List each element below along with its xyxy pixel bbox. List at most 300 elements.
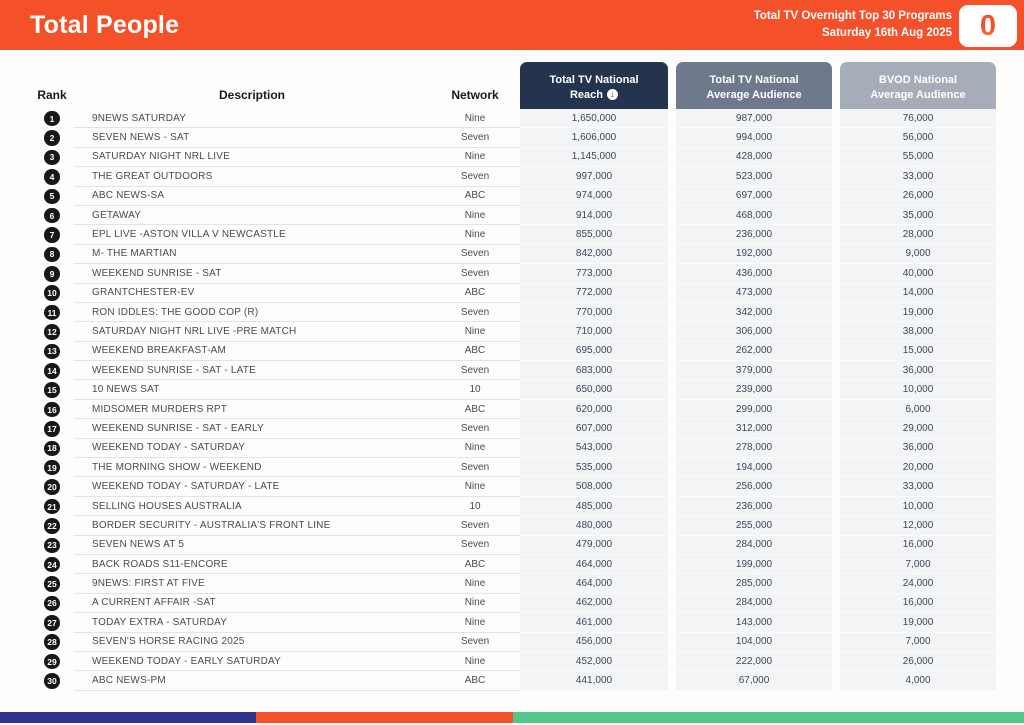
column-gap (668, 187, 676, 206)
table-row (30, 671, 996, 690)
rank-cell (30, 439, 74, 458)
network-cell: ABC (430, 400, 520, 419)
table-row (30, 439, 996, 458)
network-cell: Nine (430, 439, 520, 458)
description-cell: TODAY EXTRA - SATURDAY (74, 613, 430, 632)
rank-badge: 30 (44, 673, 60, 689)
total-tv-average-audience-cell: 236,000 (676, 497, 832, 516)
rank-cell (30, 264, 74, 283)
network-cell: ABC (430, 671, 520, 690)
column-header-total-tv-reach: Total TV National Reach ↓ (520, 62, 668, 109)
column-gap (832, 458, 840, 477)
bvod-average-audience-cell: 35,000 (840, 206, 996, 225)
table-row (30, 400, 996, 419)
column-gap (668, 671, 676, 690)
column-gap (668, 245, 676, 264)
rank-badge: 24 (44, 557, 60, 573)
description-cell: WEEKEND SUNRISE - SAT (74, 264, 430, 283)
column-gap (832, 671, 840, 690)
rank-badge: 13 (44, 344, 60, 360)
column-gap (668, 128, 676, 147)
description-cell: 9NEWS SATURDAY (74, 109, 430, 128)
column-gap (832, 594, 840, 613)
rank-badge: 10 (44, 285, 60, 301)
bvod-average-audience-cell: 16,000 (840, 594, 996, 613)
report-subtitle-line1: Total TV Overnight Top 30 Programs (753, 10, 952, 22)
total-tv-average-audience-cell: 143,000 (676, 613, 832, 632)
network-cell: 10 (430, 380, 520, 399)
description-cell: A CURRENT AFFAIR -SAT (74, 594, 430, 613)
network-cell: ABC (430, 284, 520, 303)
total-tv-reach-cell: 535,000 (520, 458, 668, 477)
total-tv-reach-cell: 650,000 (520, 380, 668, 399)
network-cell: Seven (430, 536, 520, 555)
total-tv-reach-cell: 842,000 (520, 245, 668, 264)
rank-cell (30, 109, 74, 128)
rank-cell (30, 574, 74, 593)
table-row (30, 206, 996, 225)
column-gap (832, 555, 840, 574)
column-gap (832, 361, 840, 380)
rank-cell (30, 167, 74, 186)
description-cell: MIDSOMER MURDERS RPT (74, 400, 430, 419)
total-tv-reach-cell: 710,000 (520, 322, 668, 341)
network-cell: Seven (430, 264, 520, 283)
bvod-average-audience-cell: 16,000 (840, 536, 996, 555)
column-gap (668, 148, 676, 167)
bvod-average-audience-cell: 55,000 (840, 148, 996, 167)
total-tv-reach-cell: 441,000 (520, 671, 668, 690)
bvod-average-audience-cell: 36,000 (840, 361, 996, 380)
description-cell: SATURDAY NIGHT NRL LIVE -PRE MATCH (74, 322, 430, 341)
total-tv-average-audience-cell: 262,000 (676, 342, 832, 361)
column-gap (832, 148, 840, 167)
total-tv-reach-cell: 1,145,000 (520, 148, 668, 167)
total-tv-average-audience-cell: 239,000 (676, 380, 832, 399)
network-cell: Seven (430, 419, 520, 438)
description-cell: SEVEN'S HORSE RACING 2025 (74, 633, 430, 652)
total-tv-reach-cell: 1,606,000 (520, 128, 668, 147)
column-gap (668, 477, 676, 496)
rank-badge: 2 (44, 130, 60, 146)
column-gap (668, 400, 676, 419)
description-cell: ABC NEWS-PM (74, 671, 430, 690)
total-tv-average-audience-cell: 67,000 (676, 671, 832, 690)
network-cell: Nine (430, 574, 520, 593)
footer-bar-orange-segment (256, 712, 513, 723)
rank-cell (30, 322, 74, 341)
rank-badge: 17 (44, 421, 60, 437)
network-cell: Nine (430, 206, 520, 225)
rank-cell (30, 225, 74, 244)
column-gap (668, 264, 676, 283)
rank-badge: 16 (44, 402, 60, 418)
total-tv-average-audience-cell: 428,000 (676, 148, 832, 167)
table-row (30, 555, 996, 574)
column-gap (668, 342, 676, 361)
table-row (30, 245, 996, 264)
rank-badge: 5 (44, 189, 60, 205)
column-gap (668, 361, 676, 380)
column-gap (832, 652, 840, 671)
bvod-average-audience-cell: 38,000 (840, 322, 996, 341)
rank-badge: 21 (44, 499, 60, 515)
column-gap (832, 497, 840, 516)
page-title: Total People (30, 10, 180, 39)
total-tv-average-audience-cell: 284,000 (676, 594, 832, 613)
bvod-average-audience-cell: 7,000 (840, 633, 996, 652)
total-tv-reach-cell: 695,000 (520, 342, 668, 361)
network-cell: Nine (430, 322, 520, 341)
table-row (30, 284, 996, 303)
column-header-total-tv-average-audience: Total TV National Average Audience (676, 62, 832, 109)
table-row (30, 458, 996, 477)
oztam-logo (959, 5, 1017, 47)
rank-badge: 12 (44, 324, 60, 340)
column-gap (668, 284, 676, 303)
column-gap (668, 322, 676, 341)
bvod-average-audience-cell: 26,000 (840, 652, 996, 671)
network-cell: Seven (430, 516, 520, 535)
rank-cell (30, 206, 74, 225)
column-gap (668, 62, 676, 109)
total-tv-average-audience-cell: 468,000 (676, 206, 832, 225)
rank-cell (30, 497, 74, 516)
top30-table (30, 62, 996, 691)
total-tv-reach-cell: 461,000 (520, 613, 668, 632)
rank-cell (30, 671, 74, 690)
rank-badge: 18 (44, 441, 60, 457)
table-row (30, 109, 996, 128)
total-tv-average-audience-cell: 306,000 (676, 322, 832, 341)
column-header-description: Description (218, 88, 285, 102)
column-gap (832, 128, 840, 147)
rank-badge: 1 (44, 111, 60, 127)
sort-descending-icon[interactable]: ↓ (607, 89, 618, 100)
description-cell: SEVEN NEWS - SAT (74, 128, 430, 147)
column-gap (832, 303, 840, 322)
bvod-average-audience-cell: 40,000 (840, 264, 996, 283)
column-gap (668, 419, 676, 438)
rank-badge: 28 (44, 634, 60, 650)
total-tv-average-audience-cell: 192,000 (676, 245, 832, 264)
column-gap (832, 633, 840, 652)
bvod-average-audience-cell: 24,000 (840, 574, 996, 593)
rank-cell (30, 555, 74, 574)
total-tv-reach-cell: 607,000 (520, 419, 668, 438)
column-gap (668, 633, 676, 652)
rank-cell (30, 536, 74, 555)
bvod-average-audience-cell: 33,000 (840, 167, 996, 186)
table-row (30, 652, 996, 671)
total-tv-average-audience-cell: 285,000 (676, 574, 832, 593)
column-gap (832, 477, 840, 496)
total-tv-average-audience-cell: 436,000 (676, 264, 832, 283)
description-cell: EPL LIVE -ASTON VILLA V NEWCASTLE (74, 225, 430, 244)
table-row (30, 574, 996, 593)
column-gap (832, 342, 840, 361)
rank-cell (30, 128, 74, 147)
total-tv-average-audience-cell: 236,000 (676, 225, 832, 244)
bvod-average-audience-cell: 19,000 (840, 303, 996, 322)
bvod-average-audience-cell: 10,000 (840, 380, 996, 399)
rank-badge: 23 (44, 538, 60, 554)
column-gap (832, 536, 840, 555)
description-cell: M- THE MARTIAN (74, 245, 430, 264)
description-cell: THE GREAT OUTDOORS (74, 167, 430, 186)
total-tv-average-audience-cell: 312,000 (676, 419, 832, 438)
table-body (30, 109, 996, 691)
bvod-average-audience-cell: 19,000 (840, 613, 996, 632)
rank-badge: 3 (44, 150, 60, 166)
rank-cell (30, 633, 74, 652)
table-row (30, 264, 996, 283)
total-tv-reach-cell: 456,000 (520, 633, 668, 652)
total-tv-average-audience-cell: 987,000 (676, 109, 832, 128)
bvod-average-audience-cell: 14,000 (840, 284, 996, 303)
column-gap (832, 206, 840, 225)
footer-bar-blue-segment (0, 712, 256, 723)
network-cell: Nine (430, 225, 520, 244)
rank-cell (30, 148, 74, 167)
description-cell: GETAWAY (74, 206, 430, 225)
description-cell: THE MORNING SHOW - WEEKEND (74, 458, 430, 477)
total-tv-reach-cell: 620,000 (520, 400, 668, 419)
description-cell: ABC NEWS-SA (74, 187, 430, 206)
network-cell: Nine (430, 613, 520, 632)
network-cell: Nine (430, 477, 520, 496)
bvod-average-audience-cell: 56,000 (840, 128, 996, 147)
bvod-average-audience-cell: 28,000 (840, 225, 996, 244)
column-header-row (30, 62, 996, 109)
column-gap (668, 109, 676, 128)
column-gap (832, 439, 840, 458)
rank-badge: 26 (44, 596, 60, 612)
column-gap (832, 380, 840, 399)
rank-cell (30, 419, 74, 438)
total-tv-average-audience-cell: 199,000 (676, 555, 832, 574)
rank-badge: 27 (44, 615, 60, 631)
description-cell: WEEKEND BREAKFAST-AM (74, 342, 430, 361)
column-gap (668, 303, 676, 322)
network-cell: Nine (430, 148, 520, 167)
top-banner (0, 0, 1024, 50)
rank-cell (30, 284, 74, 303)
bvod-average-audience-cell: 76,000 (840, 109, 996, 128)
network-cell: Nine (430, 594, 520, 613)
description-cell: 9NEWS: FIRST AT FIVE (74, 574, 430, 593)
column-header-network: Network (451, 88, 499, 102)
oztam-logo-glyph: 0 (979, 9, 997, 42)
rank-badge: 8 (44, 247, 60, 263)
network-cell: Seven (430, 128, 520, 147)
table-row (30, 419, 996, 438)
total-tv-average-audience-cell: 256,000 (676, 477, 832, 496)
footer-color-bar (0, 712, 1024, 723)
rank-badge: 15 (44, 382, 60, 398)
total-tv-reach-cell: 683,000 (520, 361, 668, 380)
rank-badge: 11 (44, 305, 60, 321)
total-tv-reach-cell: 452,000 (520, 652, 668, 671)
bvod-average-audience-cell: 7,000 (840, 555, 996, 574)
network-cell: Seven (430, 361, 520, 380)
total-tv-reach-cell: 508,000 (520, 477, 668, 496)
rank-badge: 25 (44, 576, 60, 592)
network-cell: Seven (430, 167, 520, 186)
bvod-average-audience-cell: 9,000 (840, 245, 996, 264)
description-cell: GRANTCHESTER-EV (74, 284, 430, 303)
total-tv-reach-cell: 462,000 (520, 594, 668, 613)
table-row (30, 633, 996, 652)
rank-badge: 4 (44, 169, 60, 185)
network-cell: Seven (430, 458, 520, 477)
total-tv-average-audience-cell: 278,000 (676, 439, 832, 458)
rank-cell (30, 516, 74, 535)
rank-cell (30, 652, 74, 671)
network-cell: Seven (430, 303, 520, 322)
table-row (30, 613, 996, 632)
bvod-average-audience-cell: 4,000 (840, 671, 996, 690)
column-gap (668, 555, 676, 574)
column-gap (668, 380, 676, 399)
rank-badge: 19 (44, 460, 60, 476)
rank-cell (30, 613, 74, 632)
total-tv-reach-cell: 485,000 (520, 497, 668, 516)
bvod-average-audience-cell: 10,000 (840, 497, 996, 516)
description-cell: WEEKEND SUNRISE - SAT - LATE (74, 361, 430, 380)
bvod-average-audience-cell: 6,000 (840, 400, 996, 419)
network-cell: Seven (430, 245, 520, 264)
description-cell: WEEKEND TODAY - SATURDAY - LATE (74, 477, 430, 496)
total-tv-average-audience-cell: 299,000 (676, 400, 832, 419)
total-tv-average-audience-cell: 255,000 (676, 516, 832, 535)
total-tv-average-audience-cell: 222,000 (676, 652, 832, 671)
column-gap (832, 284, 840, 303)
column-gap (832, 322, 840, 341)
description-cell: 10 NEWS SAT (74, 380, 430, 399)
total-tv-reach-cell: 1,650,000 (520, 109, 668, 128)
table-row (30, 497, 996, 516)
column-gap (832, 574, 840, 593)
total-tv-average-audience-cell: 994,000 (676, 128, 832, 147)
bvod-average-audience-cell: 12,000 (840, 516, 996, 535)
total-tv-reach-cell: 480,000 (520, 516, 668, 535)
description-cell: BORDER SECURITY - AUSTRALIA'S FRONT LINE (74, 516, 430, 535)
table-row (30, 187, 996, 206)
rank-cell (30, 594, 74, 613)
table-row (30, 477, 996, 496)
bvod-average-audience-cell: 15,000 (840, 342, 996, 361)
total-tv-reach-cell: 974,000 (520, 187, 668, 206)
column-gap (832, 225, 840, 244)
total-tv-reach-cell: 914,000 (520, 206, 668, 225)
column-gap (668, 206, 676, 225)
table-row (30, 536, 996, 555)
rank-badge: 14 (44, 363, 60, 379)
column-gap (832, 109, 840, 128)
total-tv-average-audience-cell: 379,000 (676, 361, 832, 380)
total-tv-reach-cell: 770,000 (520, 303, 668, 322)
rank-badge: 9 (44, 266, 60, 282)
column-gap (668, 497, 676, 516)
description-cell: SELLING HOUSES AUSTRALIA (74, 497, 430, 516)
total-tv-reach-cell: 464,000 (520, 555, 668, 574)
rank-cell (30, 245, 74, 264)
network-cell: ABC (430, 555, 520, 574)
rank-cell (30, 361, 74, 380)
description-cell: SATURDAY NIGHT NRL LIVE (74, 148, 430, 167)
total-tv-average-audience-cell: 342,000 (676, 303, 832, 322)
column-gap (668, 458, 676, 477)
rank-cell (30, 400, 74, 419)
column-gap (832, 264, 840, 283)
rank-cell (30, 477, 74, 496)
network-cell: ABC (430, 187, 520, 206)
rank-cell (30, 187, 74, 206)
table-row (30, 516, 996, 535)
total-tv-average-audience-cell: 104,000 (676, 633, 832, 652)
total-tv-average-audience-cell: 697,000 (676, 187, 832, 206)
table-row (30, 322, 996, 341)
column-gap (668, 225, 676, 244)
total-tv-average-audience-cell: 523,000 (676, 167, 832, 186)
column-gap (668, 652, 676, 671)
total-tv-reach-cell: 464,000 (520, 574, 668, 593)
description-cell: WEEKEND TODAY - SATURDAY (74, 439, 430, 458)
rank-badge: 20 (44, 479, 60, 495)
bvod-average-audience-cell: 20,000 (840, 458, 996, 477)
table-row (30, 167, 996, 186)
column-gap (668, 439, 676, 458)
bvod-average-audience-cell: 33,000 (840, 477, 996, 496)
network-cell: ABC (430, 342, 520, 361)
description-cell: RON IDDLES: THE GOOD COP (R) (74, 303, 430, 322)
table-row (30, 303, 996, 322)
description-cell: WEEKEND TODAY - EARLY SATURDAY (74, 652, 430, 671)
total-tv-reach-cell: 997,000 (520, 167, 668, 186)
report-subtitle-line2: Saturday 16th Aug 2025 (822, 26, 952, 39)
rank-badge: 22 (44, 518, 60, 534)
total-tv-average-audience-cell: 194,000 (676, 458, 832, 477)
network-cell: Nine (430, 109, 520, 128)
column-gap (668, 167, 676, 186)
network-cell: 10 (430, 497, 520, 516)
column-gap (832, 245, 840, 264)
footer-bar-green-segment (513, 712, 1024, 723)
column-header-bvod-average-audience: BVOD National Average Audience (840, 62, 996, 109)
report-subtitle (754, 8, 952, 41)
bvod-average-audience-cell: 26,000 (840, 187, 996, 206)
column-gap (832, 62, 840, 109)
column-gap (832, 167, 840, 186)
column-gap (832, 613, 840, 632)
network-cell: Seven (430, 633, 520, 652)
column-gap (832, 187, 840, 206)
table-row (30, 342, 996, 361)
column-gap (668, 574, 676, 593)
table-row (30, 594, 996, 613)
description-cell: SEVEN NEWS AT 5 (74, 536, 430, 555)
rank-badge: 7 (44, 227, 60, 243)
column-gap (668, 536, 676, 555)
column-header-rank: Rank (37, 88, 67, 102)
table-row (30, 380, 996, 399)
table-row (30, 128, 996, 147)
table-row (30, 361, 996, 380)
rank-cell (30, 458, 74, 477)
total-tv-reach-cell: 855,000 (520, 225, 668, 244)
network-cell: Nine (430, 652, 520, 671)
